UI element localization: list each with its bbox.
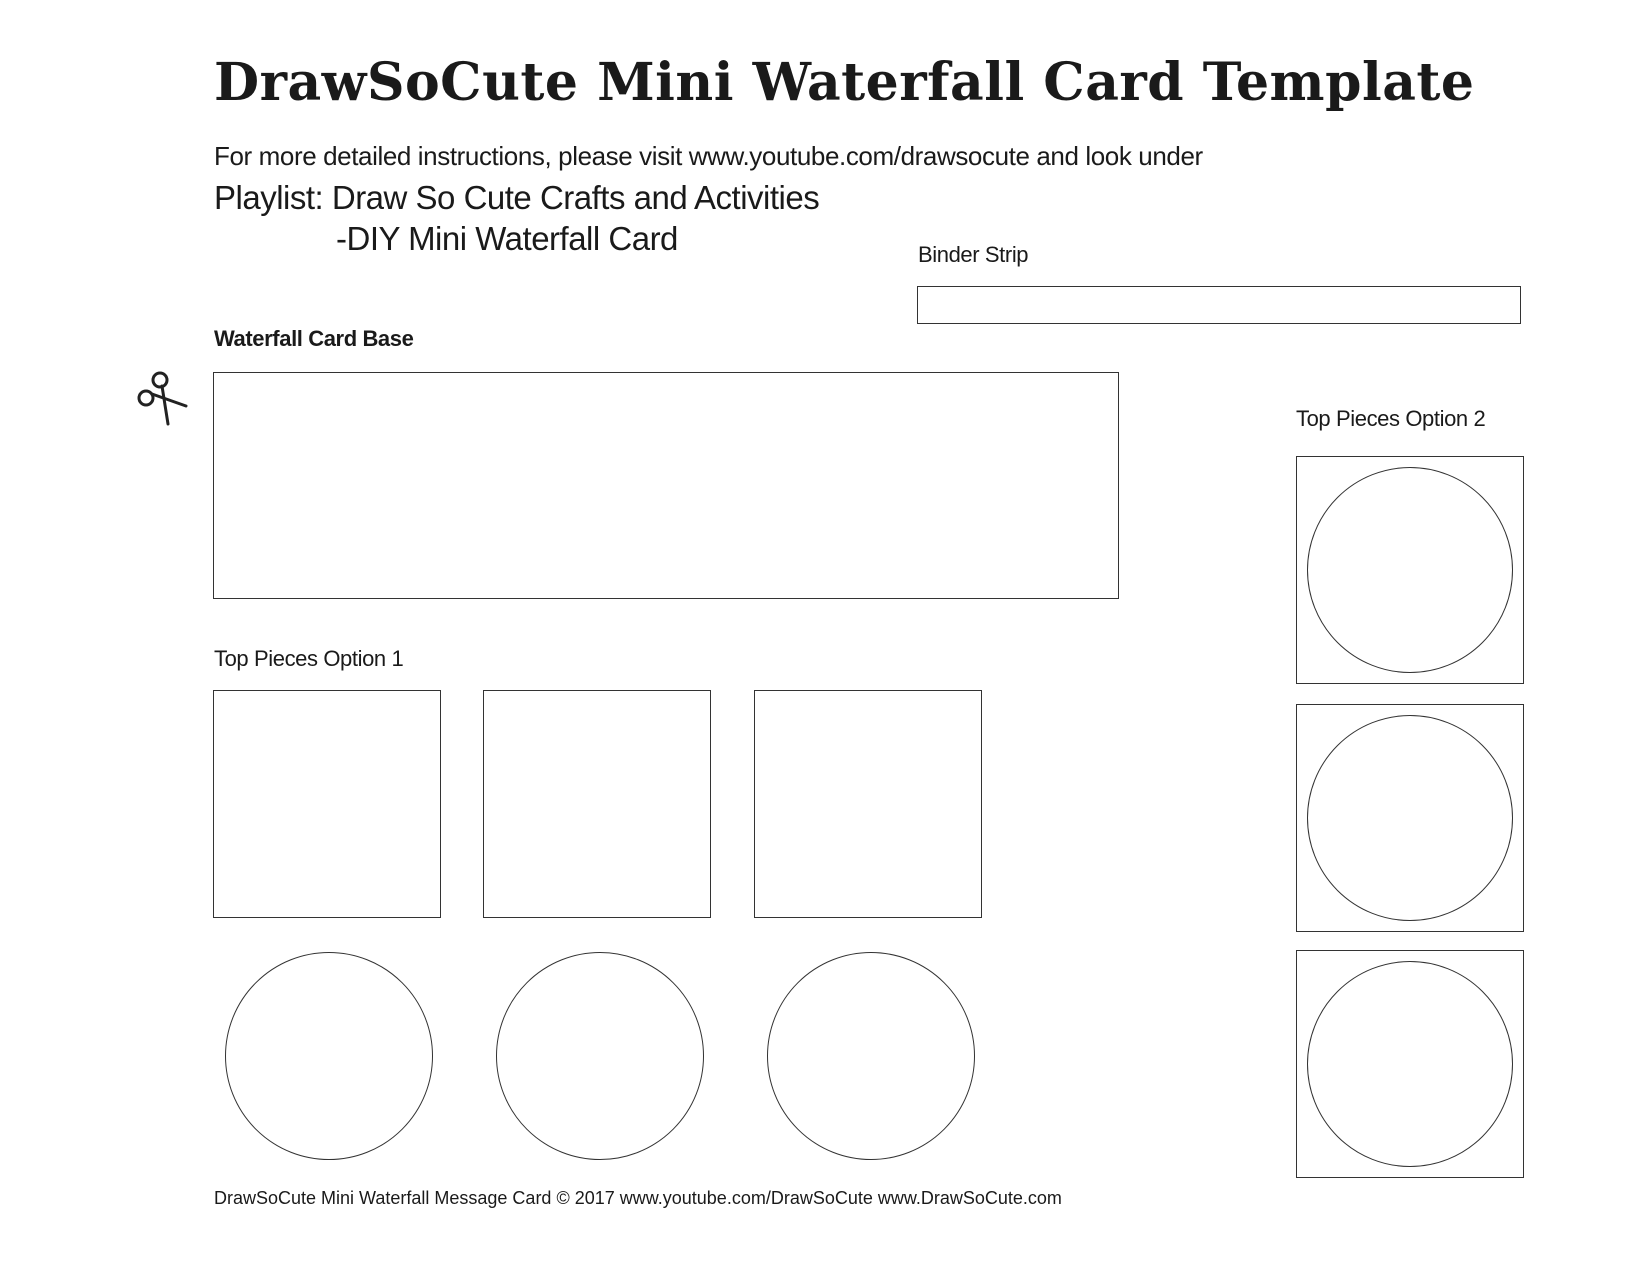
circle-piece <box>496 952 704 1160</box>
circle-piece <box>225 952 433 1160</box>
page-title: DrawSoCute Mini Waterfall Card Template <box>214 52 1475 113</box>
binder-strip-outline <box>917 286 1521 324</box>
option2-label: Top Pieces Option 2 <box>1296 406 1486 431</box>
instructions-text: For more detailed instructions, please visit www.youtube.com/drawsocute and look under <box>214 141 1203 171</box>
circle-piece <box>767 952 975 1160</box>
footer-text: DrawSoCute Mini Waterfall Message Card © 2017 www.youtube.com/DrawSoCute www.DrawSoCute.com <box>214 1188 1062 1208</box>
card-base-outline <box>213 372 1119 599</box>
card-base-label: Waterfall Card Base <box>214 326 414 351</box>
playlist-text: Playlist: Draw So Cute Crafts and Activities <box>214 179 820 216</box>
square-piece <box>483 690 711 918</box>
circle-piece <box>1307 715 1513 921</box>
playlist-item-text: -DIY Mini Waterfall Card <box>336 220 678 257</box>
circle-piece <box>1307 961 1513 1167</box>
scissors-icon <box>134 370 194 430</box>
square-piece <box>213 690 441 918</box>
binder-strip-label: Binder Strip <box>918 242 1029 267</box>
square-piece <box>754 690 982 918</box>
circle-piece <box>1307 467 1513 673</box>
option1-label: Top Pieces Option 1 <box>214 646 404 671</box>
